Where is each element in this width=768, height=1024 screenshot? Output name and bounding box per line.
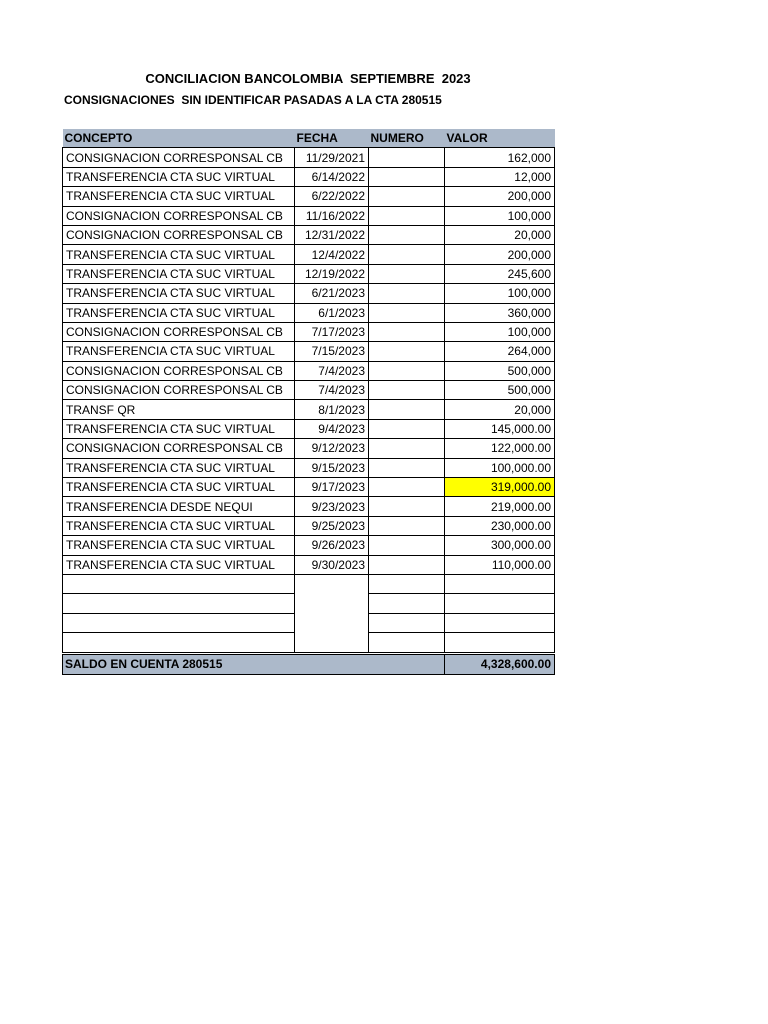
table-row xyxy=(63,225,555,244)
cell-concepto: CONSIGNACION CORRESPONSAL CB xyxy=(63,439,295,458)
cell-numero xyxy=(369,516,445,535)
header-valor: VALOR xyxy=(445,129,555,148)
header-concepto: CONCEPTO xyxy=(63,129,295,148)
cell-numero xyxy=(369,594,445,613)
cell-concepto: TRANSF QR xyxy=(63,400,295,419)
blank-rows xyxy=(63,574,555,652)
cell-fecha: 7/4/2023 xyxy=(295,381,369,400)
cell-numero xyxy=(369,400,445,419)
cell-fecha: 7/4/2023 xyxy=(295,361,369,380)
cell-concepto xyxy=(63,574,295,593)
table-row xyxy=(63,342,555,361)
cell-valor: 100,000.00 xyxy=(445,458,555,477)
cell-numero xyxy=(369,574,445,593)
cell-numero xyxy=(369,245,445,264)
cell-valor: 319,000.00 xyxy=(445,478,555,497)
cell-numero xyxy=(369,419,445,438)
cell-concepto: TRANSFERENCIA CTA SUC VIRTUAL xyxy=(63,458,295,477)
table-row xyxy=(63,167,555,186)
cell-numero xyxy=(369,536,445,555)
cell-concepto xyxy=(63,633,295,652)
table-row xyxy=(63,381,555,400)
cell-valor xyxy=(445,594,555,613)
cell-fecha: 9/23/2023 xyxy=(295,497,369,516)
cell-valor: 360,000 xyxy=(445,303,555,322)
table-row xyxy=(63,400,555,419)
cell-valor: 145,000.00 xyxy=(445,419,555,438)
cell-concepto: TRANSFERENCIA CTA SUC VIRTUAL xyxy=(63,419,295,438)
cell-valor: 200,000 xyxy=(445,187,555,206)
table-row xyxy=(63,322,555,341)
blank-row xyxy=(63,594,555,613)
cell-fecha: 11/16/2022 xyxy=(295,206,369,225)
cell-concepto: CONSIGNACION CORRESPONSAL CB xyxy=(63,361,295,380)
cell-fecha: 6/14/2022 xyxy=(295,167,369,186)
table-header-row xyxy=(63,129,555,148)
cell-concepto: TRANSFERENCIA CTA SUC VIRTUAL xyxy=(63,342,295,361)
cell-fecha: 9/12/2023 xyxy=(295,439,369,458)
total-row xyxy=(63,654,555,674)
document-title: CONCILIACION BANCOLOMBIA SEPTIEMBRE 2023 xyxy=(145,71,471,86)
cell-concepto xyxy=(63,594,295,613)
cell-concepto: CONSIGNACION CORRESPONSAL CB xyxy=(63,381,295,400)
cell-numero xyxy=(369,148,445,167)
cell-fecha: 9/17/2023 xyxy=(295,478,369,497)
cell-concepto: TRANSFERENCIA CTA SUC VIRTUAL xyxy=(63,536,295,555)
cell-valor: 100,000 xyxy=(445,206,555,225)
cell-fecha: 11/29/2021 xyxy=(295,148,369,167)
cell-numero xyxy=(369,264,445,283)
cell-valor xyxy=(445,633,555,652)
cell-fecha xyxy=(295,633,369,652)
cell-numero xyxy=(369,225,445,244)
cell-concepto: TRANSFERENCIA CTA SUC VIRTUAL xyxy=(63,516,295,535)
cell-fecha xyxy=(295,574,369,593)
total-label: SALDO EN CUENTA 280515 xyxy=(63,654,445,674)
cell-numero xyxy=(369,439,445,458)
cell-concepto: TRANSFERENCIA CTA SUC VIRTUAL xyxy=(63,284,295,303)
cell-concepto: TRANSFERENCIA CTA SUC VIRTUAL xyxy=(63,555,295,574)
cell-concepto: CONSIGNACION CORRESPONSAL CB xyxy=(63,322,295,341)
cell-fecha: 12/4/2022 xyxy=(295,245,369,264)
table-row xyxy=(63,439,555,458)
header-fecha: FECHA xyxy=(295,129,369,148)
table-row xyxy=(63,536,555,555)
table-row xyxy=(63,303,555,322)
cell-valor: 122,000.00 xyxy=(445,439,555,458)
table-row xyxy=(63,284,555,303)
table-row xyxy=(63,516,555,535)
cell-fecha xyxy=(295,594,369,613)
cell-fecha xyxy=(295,613,369,632)
cell-valor: 200,000 xyxy=(445,245,555,264)
cell-numero xyxy=(369,361,445,380)
table-row xyxy=(63,245,555,264)
cell-concepto: CONSIGNACION CORRESPONSAL CB xyxy=(63,206,295,225)
table-body xyxy=(63,148,555,575)
cell-numero xyxy=(369,303,445,322)
table-row xyxy=(63,187,555,206)
cell-valor xyxy=(445,613,555,632)
cell-fecha: 7/17/2023 xyxy=(295,322,369,341)
table-row xyxy=(63,458,555,477)
cell-numero xyxy=(369,206,445,225)
cell-concepto xyxy=(63,613,295,632)
cell-concepto: CONSIGNACION CORRESPONSAL CB xyxy=(63,225,295,244)
cell-fecha: 12/19/2022 xyxy=(295,264,369,283)
cell-fecha: 8/1/2023 xyxy=(295,400,369,419)
cell-concepto: TRANSFERENCIA CTA SUC VIRTUAL xyxy=(63,187,295,206)
table-row xyxy=(63,361,555,380)
cell-valor: 100,000 xyxy=(445,322,555,341)
cell-valor: 20,000 xyxy=(445,400,555,419)
cell-valor: 300,000.00 xyxy=(445,536,555,555)
cell-valor: 110,000.00 xyxy=(445,555,555,574)
cell-numero xyxy=(369,381,445,400)
table-row xyxy=(63,497,555,516)
cell-numero xyxy=(369,613,445,632)
cell-numero xyxy=(369,187,445,206)
header-numero: NUMERO xyxy=(369,129,445,148)
cell-fecha: 9/30/2023 xyxy=(295,555,369,574)
cell-fecha: 9/26/2023 xyxy=(295,536,369,555)
cell-numero xyxy=(369,497,445,516)
cell-concepto: TRANSFERENCIA CTA SUC VIRTUAL xyxy=(63,264,295,283)
cell-numero xyxy=(369,633,445,652)
cell-concepto: TRANSFERENCIA CTA SUC VIRTUAL xyxy=(63,478,295,497)
cell-fecha: 9/15/2023 xyxy=(295,458,369,477)
total-value: 4,328,600.00 xyxy=(445,654,555,674)
cell-numero xyxy=(369,167,445,186)
cell-valor: 500,000 xyxy=(445,381,555,400)
cell-valor: 100,000 xyxy=(445,284,555,303)
table-row xyxy=(63,206,555,225)
cell-fecha: 9/4/2023 xyxy=(295,419,369,438)
cell-valor: 219,000.00 xyxy=(445,497,555,516)
cell-valor: 500,000 xyxy=(445,361,555,380)
table-row xyxy=(63,148,555,167)
blank-row xyxy=(63,574,555,593)
cell-valor: 162,000 xyxy=(445,148,555,167)
cell-fecha: 6/22/2022 xyxy=(295,187,369,206)
table-row xyxy=(63,264,555,283)
cell-concepto: CONSIGNACION CORRESPONSAL CB xyxy=(63,148,295,167)
cell-valor xyxy=(445,574,555,593)
blank-row xyxy=(63,633,555,652)
cell-fecha: 6/21/2023 xyxy=(295,284,369,303)
blank-row xyxy=(63,613,555,632)
cell-fecha: 9/25/2023 xyxy=(295,516,369,535)
reconciliation-table xyxy=(62,129,555,675)
cell-numero xyxy=(369,284,445,303)
cell-concepto: TRANSFERENCIA CTA SUC VIRTUAL xyxy=(63,167,295,186)
cell-valor: 230,000.00 xyxy=(445,516,555,535)
cell-concepto: TRANSFERENCIA CTA SUC VIRTUAL xyxy=(63,245,295,264)
cell-numero xyxy=(369,478,445,497)
cell-valor: 12,000 xyxy=(445,167,555,186)
table-row xyxy=(63,555,555,574)
cell-fecha: 7/15/2023 xyxy=(295,342,369,361)
cell-fecha: 12/31/2022 xyxy=(295,225,369,244)
cell-valor: 264,000 xyxy=(445,342,555,361)
cell-concepto: TRANSFERENCIA DESDE NEQUI xyxy=(63,497,295,516)
cell-numero xyxy=(369,458,445,477)
cell-numero xyxy=(369,555,445,574)
cell-valor: 245,600 xyxy=(445,264,555,283)
document-subtitle: CONSIGNACIONES SIN IDENTIFICAR PASADAS A LA CTA 280515 xyxy=(64,93,442,107)
cell-concepto: TRANSFERENCIA CTA SUC VIRTUAL xyxy=(63,303,295,322)
table-row xyxy=(63,419,555,438)
cell-valor: 20,000 xyxy=(445,225,555,244)
cell-numero xyxy=(369,342,445,361)
cell-fecha: 6/1/2023 xyxy=(295,303,369,322)
cell-numero xyxy=(369,322,445,341)
table-row xyxy=(63,478,555,497)
